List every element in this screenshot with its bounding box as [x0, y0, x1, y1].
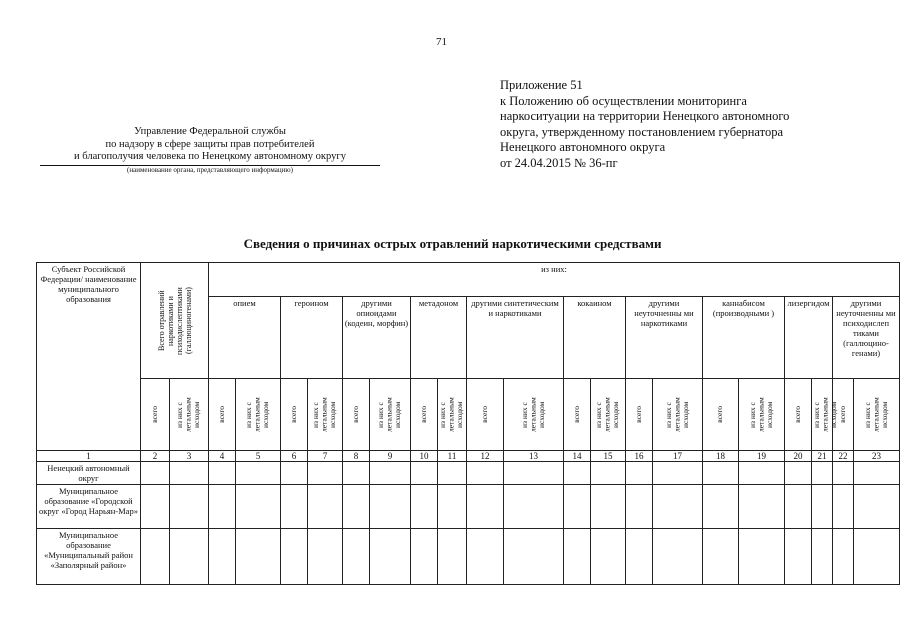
column-number: 10	[411, 451, 438, 462]
data-cell	[739, 485, 785, 529]
sub-header-cell	[438, 379, 467, 451]
data-cell	[411, 462, 438, 485]
table-row	[37, 529, 900, 585]
data-cell	[141, 462, 170, 485]
group-header: другими синтетическим и наркотиками	[467, 297, 564, 379]
sub-header-cell	[504, 379, 564, 451]
data-cell	[141, 485, 170, 529]
data-cell	[703, 462, 739, 485]
group-header: другими неуточненны ми психодислеп тиками (галлюцино-генами)	[833, 297, 900, 379]
data-cell	[467, 529, 504, 585]
data-cell	[626, 462, 653, 485]
sub-header-cell	[564, 379, 591, 451]
sub-header-cell	[308, 379, 343, 451]
data-cell	[281, 529, 308, 585]
data-cell	[703, 529, 739, 585]
data-cell	[308, 485, 343, 529]
group-header: метадоном	[411, 297, 467, 379]
sub-header-lethal: из них с летальным исходом	[311, 397, 338, 432]
sub-header-total: всего	[216, 406, 226, 423]
column-number: 11	[438, 451, 467, 462]
appendix-line: от 24.04.2015 № 36-пг	[500, 155, 618, 170]
sub-header-cell	[785, 379, 812, 451]
data-cell	[170, 462, 209, 485]
data-cell	[370, 529, 411, 585]
sub-header-lethal: из них с летальным исходом	[438, 397, 465, 432]
sub-header-cell	[812, 379, 838, 451]
sub-header-cell	[209, 379, 236, 451]
row-name: Ненецкий автономный округ	[37, 462, 141, 485]
sub-header-lethal: из них с летальным исходом	[519, 397, 546, 432]
group-header: каннабисом (производными )	[703, 297, 785, 379]
sub-header-cell	[854, 379, 900, 451]
sub-header-lethal: из них с летальным исходом	[594, 397, 621, 432]
column-number: 20	[785, 451, 812, 462]
column-number: 19	[739, 451, 785, 462]
data-cell	[209, 462, 236, 485]
row-name: Муниципальное образование «Городской округ «Город Нарьян-Мар»	[37, 485, 141, 529]
sub-header-cell	[739, 379, 785, 451]
data-cell	[411, 529, 438, 585]
column-number: 18	[703, 451, 739, 462]
column-number: 21	[812, 451, 833, 462]
row-name: Муниципальное образование «Муниципальный район «Заполярный район»	[37, 529, 141, 585]
data-cell	[209, 485, 236, 529]
organization-block	[40, 126, 380, 175]
sub-header-lethal: из них с летальным исходом	[175, 397, 202, 432]
of-them-header: из них:	[209, 263, 900, 297]
organization-caption: (наименование органа, представляющего информацию)	[127, 165, 293, 174]
data-cell	[812, 529, 833, 585]
data-cell	[812, 462, 833, 485]
data-cell	[209, 529, 236, 585]
sub-header-total: всего	[479, 406, 489, 423]
poisoning-table	[36, 262, 900, 585]
sub-header-cell	[411, 379, 438, 451]
data-cell	[504, 485, 564, 529]
sub-header-cell	[467, 379, 504, 451]
sub-header-cell	[236, 379, 281, 451]
data-cell	[564, 485, 591, 529]
data-cell	[141, 529, 170, 585]
data-cell	[739, 462, 785, 485]
data-cell	[653, 462, 703, 485]
subject-header: Субъект Российской Федерации/ наименование муниципального образования	[40, 264, 137, 304]
sub-header-total: всего	[149, 406, 159, 423]
data-cell	[467, 485, 504, 529]
sub-header-cell	[703, 379, 739, 451]
column-number: 3	[170, 451, 209, 462]
data-cell	[653, 485, 703, 529]
column-number: 15	[591, 451, 626, 462]
subject-header-cell	[37, 263, 141, 451]
sub-header-lethal: из них с летальным исходом	[376, 397, 403, 432]
sub-header-lethal: из них с летальным исходом	[862, 397, 889, 432]
sub-header-lethal: из них с летальным исходом	[812, 397, 838, 432]
data-cell	[833, 529, 854, 585]
appendix-line: Приложение 51	[500, 78, 583, 92]
appendix-line: к Положению об осуществлении мониторинга	[500, 93, 747, 108]
sub-header-total: всего	[792, 406, 802, 423]
column-number: 14	[564, 451, 591, 462]
organization-line: и благополучия человека по Ненецкому автономному округу	[74, 151, 346, 162]
data-cell	[343, 462, 370, 485]
data-cell	[785, 462, 812, 485]
page-number: 71	[436, 36, 447, 48]
data-cell	[739, 529, 785, 585]
column-number: 9	[370, 451, 411, 462]
sub-header-total: всего	[633, 406, 643, 423]
column-number: 5	[236, 451, 281, 462]
column-number: 1	[37, 451, 141, 462]
column-number: 4	[209, 451, 236, 462]
data-cell	[653, 529, 703, 585]
sub-header-lethal: из них с летальным исходом	[244, 397, 271, 432]
group-header: героином	[281, 297, 343, 379]
data-cell	[411, 485, 438, 529]
data-cell	[504, 529, 564, 585]
organization-line: по надзору в сфере защиты прав потребителей	[105, 138, 315, 150]
data-cell	[281, 462, 308, 485]
data-cell	[438, 462, 467, 485]
sub-header-total: всего	[715, 406, 725, 423]
group-header: другими неуточненны ми наркотиками	[626, 297, 703, 379]
sub-header-cell	[370, 379, 411, 451]
appendix-line: округа, утвержденному постановлением губернатора	[500, 124, 783, 139]
total-header-cell	[141, 263, 209, 379]
data-cell	[812, 485, 833, 529]
sub-header-lethal: из них с летальным исходом	[747, 397, 774, 432]
column-number: 8	[343, 451, 370, 462]
group-header: опием	[209, 297, 281, 379]
document-title: Сведения о причинах острых отравлений наркотическими средствами	[243, 236, 662, 251]
data-cell	[438, 529, 467, 585]
data-cell	[236, 485, 281, 529]
sub-header-cell	[281, 379, 308, 451]
column-number: 13	[504, 451, 564, 462]
data-cell	[308, 529, 343, 585]
total-header: Всего отравлений наркотиками и психодислептиками (галлюциногенами)	[156, 286, 193, 355]
data-cell	[854, 485, 900, 529]
data-cell	[170, 485, 209, 529]
data-cell	[785, 529, 812, 585]
data-cell	[785, 485, 812, 529]
data-cell	[833, 485, 854, 529]
data-cell	[281, 485, 308, 529]
sub-header-total: всего	[571, 406, 581, 423]
sub-header-lethal: из них с летальным исходом	[663, 397, 690, 432]
sub-header-total: всего	[837, 406, 847, 423]
table-row	[37, 485, 900, 529]
column-number: 22	[833, 451, 854, 462]
sub-header-total: всего	[288, 406, 298, 423]
data-cell	[833, 462, 854, 485]
sub-header-total: всего	[350, 406, 360, 423]
column-number: 23	[854, 451, 900, 462]
poisoning-table-wrapper	[36, 262, 896, 585]
data-cell	[564, 462, 591, 485]
sub-header-cell	[170, 379, 209, 451]
data-cell	[370, 462, 411, 485]
appendix-block	[500, 78, 789, 171]
data-cell	[854, 529, 900, 585]
column-number: 16	[626, 451, 653, 462]
organization-line: Управление Федеральной службы	[134, 126, 286, 137]
column-number: 2	[141, 451, 170, 462]
group-header: кокаином	[564, 297, 626, 379]
sub-header-cell	[653, 379, 703, 451]
sub-header-cell	[591, 379, 626, 451]
sub-header-cell	[343, 379, 370, 451]
data-cell	[504, 462, 564, 485]
column-number: 7	[308, 451, 343, 462]
column-numbers-row	[37, 451, 900, 462]
appendix-line: Ненецкого автономного округа	[500, 140, 666, 154]
data-cell	[170, 529, 209, 585]
data-cell	[591, 529, 626, 585]
sub-header-cell	[141, 379, 170, 451]
data-cell	[308, 462, 343, 485]
group-header: лизергидом	[785, 297, 833, 379]
data-cell	[438, 485, 467, 529]
sub-header-cell	[626, 379, 653, 451]
data-cell	[703, 485, 739, 529]
sub-header-total: всего	[418, 406, 428, 423]
data-cell	[591, 485, 626, 529]
data-cell	[370, 485, 411, 529]
column-number: 6	[281, 451, 308, 462]
data-cell	[591, 462, 626, 485]
data-cell	[564, 529, 591, 585]
data-cell	[854, 462, 900, 485]
data-cell	[467, 462, 504, 485]
data-cell	[626, 485, 653, 529]
data-cell	[236, 529, 281, 585]
data-cell	[343, 529, 370, 585]
data-cell	[236, 462, 281, 485]
column-number: 17	[653, 451, 703, 462]
data-cell	[626, 529, 653, 585]
appendix-line: наркоситуации на территории Ненецкого автономного	[500, 109, 790, 123]
column-number: 12	[467, 451, 504, 462]
table-row	[37, 462, 900, 485]
data-cell	[343, 485, 370, 529]
group-header: другими опиоидами (кодеин, морфин)	[343, 297, 411, 379]
